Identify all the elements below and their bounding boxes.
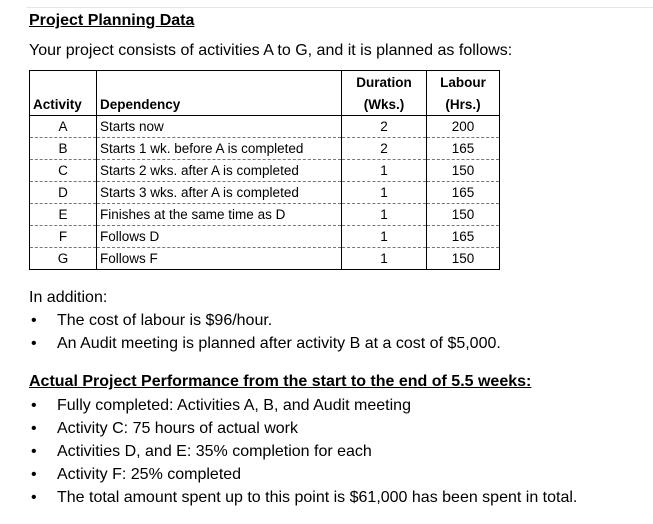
table-row: [30, 204, 500, 226]
list-item: • An Audit meeting is planned after activity B at a cost of $5,000.: [29, 335, 501, 353]
duration-cell: 2: [342, 116, 427, 138]
activity-cell: E: [30, 204, 97, 226]
list-item: • Activities D, and E: 35% completion for each: [29, 443, 577, 461]
dependency-cell: Finishes at the same time as D: [97, 204, 342, 226]
performance-title: Actual Project Performance from the start to the end of 5.5 weeks:: [29, 373, 532, 390]
activity-cell: G: [30, 248, 97, 270]
dependency-cell: Starts now: [97, 116, 342, 138]
dependency-cell: Starts 3 wks. after A is completed: [97, 182, 342, 204]
activity-cell: B: [30, 138, 97, 160]
activity-cell: A: [30, 116, 97, 138]
dependency-cell: Starts 1 wk. before A is completed: [97, 138, 342, 160]
duration-cell: 2: [342, 138, 427, 160]
table-row: [30, 182, 500, 204]
labour-header: Labour: [427, 71, 500, 94]
labour-cell: 165: [427, 138, 500, 160]
labour-cell: 165: [427, 182, 500, 204]
list-item: • Activity C: 75 hours of actual work: [29, 420, 577, 438]
labour-cell: 150: [427, 204, 500, 226]
activity-cell: F: [30, 226, 97, 248]
addition-list: [29, 312, 501, 353]
top-divider: [26, 7, 653, 8]
list-item: • Activity F: 25% completed: [29, 466, 577, 484]
labour-unit: (Hrs.): [427, 93, 500, 116]
table-row: [30, 116, 500, 138]
activity-table: [29, 70, 500, 270]
activity-cell: C: [30, 160, 97, 182]
dependency-header: Dependency: [97, 93, 342, 116]
labour-cell: 165: [427, 226, 500, 248]
table-row: [30, 138, 500, 160]
dependency-cell: Follows F: [97, 248, 342, 270]
duration-cell: 1: [342, 204, 427, 226]
table-row: [30, 226, 500, 248]
addition-label: In addition:: [29, 289, 108, 306]
duration-cell: 1: [342, 182, 427, 204]
dependency-cell: Follows D: [97, 226, 342, 248]
dependency-cell: Starts 2 wks. after A is completed: [97, 160, 342, 182]
page-title: Project Planning Data: [29, 12, 195, 29]
activity-header: Activity: [30, 93, 97, 116]
list-item: • Fully completed: Activities A, B, and Audit meeting: [29, 397, 577, 415]
list-item: • The cost of labour is $96/hour.: [29, 312, 501, 330]
list-item: • The total amount spent up to this point is $61,000 has been spent in total.: [29, 489, 577, 507]
intro-text: Your project consists of activities A to G, and it is planned as follows:: [29, 42, 513, 59]
duration-unit: (Wks.): [342, 93, 427, 116]
activity-cell: D: [30, 182, 97, 204]
duration-header: Duration: [342, 71, 427, 94]
table-header-row: [30, 71, 500, 94]
labour-cell: 150: [427, 248, 500, 270]
table-row: [30, 160, 500, 182]
labour-cell: 200: [427, 116, 500, 138]
labour-cell: 150: [427, 160, 500, 182]
table-header-row: [30, 93, 500, 116]
table-row: [30, 248, 500, 270]
duration-cell: 1: [342, 248, 427, 270]
performance-list: [29, 397, 577, 507]
duration-cell: 1: [342, 160, 427, 182]
duration-cell: 1: [342, 226, 427, 248]
